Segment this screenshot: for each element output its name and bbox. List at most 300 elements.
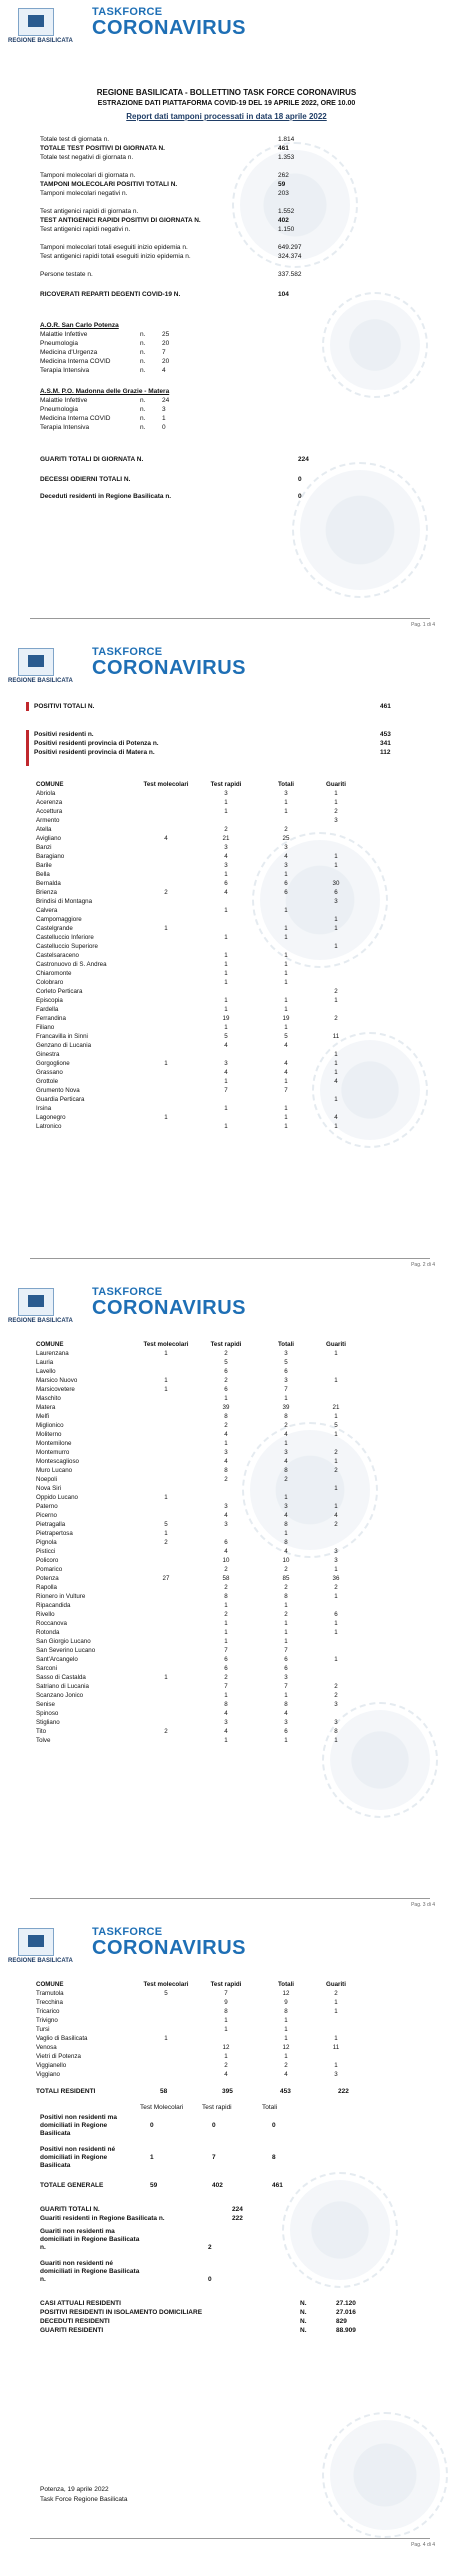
table-row: [36, 1023, 356, 1032]
stat-row: [40, 154, 295, 161]
totale-residenti-label: TOTALI RESIDENTI: [36, 2088, 96, 2095]
table-row: [36, 1655, 356, 1664]
cell-value: [136, 1691, 196, 1700]
column-header: COMUNE: [36, 1341, 64, 1348]
column-header: Totali: [277, 1341, 295, 1348]
page-4: [0, 1920, 453, 2560]
cell-value: [316, 1646, 356, 1655]
cell-value: 1: [224, 1692, 228, 1699]
comune-name: Atella: [36, 826, 52, 833]
cell-value: [136, 1646, 196, 1655]
cell-value: [316, 2016, 356, 2025]
cell-value: [136, 1077, 196, 1086]
ward-n: n.: [140, 340, 146, 347]
table-row: [36, 1529, 356, 1538]
ward-n: n.: [140, 358, 146, 365]
table-row: [36, 2052, 356, 2061]
cell-value: 1: [164, 1377, 168, 1384]
cell-value: [316, 969, 356, 978]
cell-value: 1: [334, 1566, 338, 1573]
cell-value: 1: [164, 1386, 168, 1393]
cell-value: [136, 861, 196, 870]
cell-value: 8: [334, 1728, 338, 1735]
table-row: [36, 1367, 356, 1376]
cell-value: 1: [334, 1060, 338, 1067]
cell-value: 1: [284, 799, 288, 806]
comune-name: Castelgrande: [36, 925, 73, 932]
cell-value: [136, 1457, 196, 1466]
cell-value: [136, 816, 196, 825]
cell-value: [136, 1403, 196, 1412]
cell-value: 1: [334, 2035, 338, 2042]
cell-value: 6: [224, 1665, 228, 1672]
virus-graphic: [290, 2180, 390, 2280]
final-label: POSITIVI RESIDENTI IN ISOLAMENTO DOMICILIARE: [40, 2309, 203, 2316]
ward-label: Malattie Infettive: [40, 331, 88, 338]
guariti-residenti-value: 222: [232, 2215, 243, 2222]
cell-value: 1: [224, 1638, 228, 1645]
comune-name: San Severino Lucano: [36, 1647, 96, 1654]
comuni-table: [36, 1340, 356, 1745]
column-header: Test molecolari: [143, 1341, 189, 1348]
cell-value: [196, 1113, 256, 1122]
comune-name: Trecchina: [36, 1999, 63, 2006]
cell-value: 1: [334, 790, 338, 797]
cell-value: [256, 915, 316, 924]
stat-label: Tamponi molecolari totali eseguiti inizio epidemia n.: [40, 244, 188, 251]
cell-value: 1: [284, 2035, 288, 2042]
stat-label: Totale test di giornata n.: [40, 136, 110, 143]
virus-graphic: [300, 470, 420, 590]
nonres-column: Test Molecolari: [140, 2104, 184, 2111]
cell-value: [196, 1484, 256, 1493]
table-row: [36, 915, 356, 924]
totale-generale-label: TOTALE GENERALE: [40, 2182, 104, 2189]
table-row: [36, 1646, 356, 1655]
cell-value: 12: [222, 2044, 230, 2051]
cell-value: 8: [284, 2008, 288, 2015]
stat-row: [40, 217, 289, 224]
cell-value: 1: [284, 1692, 288, 1699]
cell-value: 3: [224, 1060, 228, 1067]
column-header: Test molecolari: [143, 1981, 189, 1988]
cell-value: [136, 1583, 196, 1592]
comune-name: Brindisi di Montagna: [36, 898, 93, 905]
cell-value: [136, 987, 196, 996]
signature: Task Force Regione Basilicata: [40, 2496, 128, 2503]
cell-value: [316, 1493, 356, 1502]
table-row: [36, 825, 356, 834]
summary-label: Positivi residenti provincia di Potenza n.: [34, 740, 159, 747]
cell-value: 1: [164, 1114, 168, 1121]
cell-value: [136, 2025, 196, 2034]
ward-value: 3: [162, 406, 166, 413]
cell-value: 4: [224, 1710, 228, 1717]
table-row: [36, 2016, 356, 2025]
cell-value: 2: [334, 1015, 338, 1022]
stat-value: 649.297: [278, 244, 302, 251]
cell-value: 12: [282, 1990, 290, 1997]
cell-value: 1: [284, 1440, 288, 1447]
cell-value: 1: [334, 1051, 338, 1058]
comune-name: Castelsaraceno: [36, 952, 79, 959]
cell-value: 1: [334, 853, 338, 860]
table-row: [36, 1077, 356, 1086]
comune-name: Sant'Arcangelo: [36, 1656, 78, 1663]
table-row: [36, 1637, 356, 1646]
comune-name: Moliterno: [36, 1431, 62, 1438]
cell-value: [136, 996, 196, 1005]
cell-value: [136, 978, 196, 987]
ward-n: n.: [140, 367, 146, 374]
cell-value: 3: [334, 1548, 338, 1555]
table-row: [36, 1718, 356, 1727]
comune-name: Trivigno: [36, 2017, 58, 2024]
cell-value: 5: [164, 1521, 168, 1528]
cell-value: [136, 825, 196, 834]
cell-value: 1: [224, 952, 228, 959]
cell-value: 1: [224, 1123, 228, 1130]
table-row: [36, 1041, 356, 1050]
table-row: [36, 1014, 356, 1023]
cell-value: 3: [284, 790, 288, 797]
cell-value: 1: [334, 1096, 338, 1103]
summary-marker: [26, 730, 29, 766]
cell-value: 6: [334, 1611, 338, 1618]
cell-value: 8: [224, 1593, 228, 1600]
region-name: REGIONE BASILICATA: [8, 38, 73, 44]
table-row: [36, 960, 356, 969]
region-logo: [18, 1288, 54, 1316]
cell-value: 10: [222, 1557, 230, 1564]
cell-value: [136, 915, 196, 924]
table-row: [36, 1682, 356, 1691]
comune-name: Spinoso: [36, 1710, 59, 1717]
brand-title: TASKFORCE: [92, 1286, 163, 1298]
cell-value: [196, 942, 256, 951]
comune-name: Tricarico: [36, 2008, 60, 2015]
comune-name: Corleto Perticara: [36, 988, 83, 995]
cell-value: 2: [284, 2062, 288, 2069]
cell-value: [136, 1484, 196, 1493]
table-row: [36, 2034, 356, 2043]
cell-value: 4: [334, 1078, 338, 1085]
cell-value: [316, 951, 356, 960]
comune-name: Sarconi: [36, 1665, 57, 1672]
ward-n: n.: [140, 331, 146, 338]
page-1: [0, 0, 453, 640]
cell-value: 8: [284, 1593, 288, 1600]
table-row: [36, 1032, 356, 1041]
stat-row: [40, 226, 295, 233]
cell-value: 7: [284, 1683, 288, 1690]
cell-value: [136, 1358, 196, 1367]
totale-residenti-value: 222: [338, 2088, 349, 2095]
cell-value: [256, 897, 316, 906]
stat-row: [40, 145, 289, 152]
brand-title: TASKFORCE: [92, 1926, 163, 1938]
cell-value: [316, 1529, 356, 1538]
cell-value: [136, 807, 196, 816]
comune-name: Filiano: [36, 1024, 55, 1031]
cell-value: 1: [284, 1123, 288, 1130]
page-number: Pag. 3 di 4: [411, 1902, 435, 1908]
table-row: [36, 1610, 356, 1619]
cell-value: 4: [334, 1512, 338, 1519]
cell-value: [196, 987, 256, 996]
final-label: DECEDUTI RESIDENTI: [40, 2318, 110, 2325]
cell-value: 1: [334, 1656, 338, 1663]
comune-name: Potenza: [36, 1575, 59, 1582]
cell-value: 21: [332, 1404, 340, 1411]
cell-value: 8: [224, 2008, 228, 2015]
comune-name: Noepoli: [36, 1476, 57, 1483]
region-logo: [18, 648, 54, 676]
table-row: [36, 1005, 356, 1014]
cell-value: [316, 1104, 356, 1113]
table-row: [36, 1439, 356, 1448]
cell-value: 6: [284, 880, 288, 887]
cell-value: 4: [224, 1728, 228, 1735]
comune-name: Episcopia: [36, 997, 63, 1004]
cell-value: 1: [334, 943, 338, 950]
stat-value: 203: [278, 190, 289, 197]
cell-value: [256, 816, 316, 825]
cell-value: 8: [224, 1467, 228, 1474]
cell-value: 1: [334, 1999, 338, 2006]
summary-label: POSITIVI TOTALI N.: [34, 703, 95, 710]
cell-value: [316, 978, 356, 987]
cell-value: [136, 2070, 196, 2079]
cell-value: 19: [282, 1015, 290, 1022]
cell-value: 2: [164, 1728, 168, 1735]
stat-value: 324.374: [278, 253, 302, 260]
cell-value: 1: [284, 907, 288, 914]
cell-value: [136, 1619, 196, 1628]
stat-label: Test antigenici rapidi negativi n.: [40, 226, 131, 233]
cell-value: [316, 825, 356, 834]
cell-value: 5: [284, 1033, 288, 1040]
cell-value: [316, 870, 356, 879]
cell-value: 8: [284, 1701, 288, 1708]
cell-value: [136, 1394, 196, 1403]
comune-name: Pisticci: [36, 1548, 56, 1555]
ward-label: Terapia Intensiva: [40, 424, 90, 431]
cell-value: 2: [334, 1990, 338, 1997]
footer-rule: [30, 1898, 430, 1899]
cell-value: 1: [164, 1530, 168, 1537]
cell-value: 1: [334, 1069, 338, 1076]
stat-row: [40, 244, 302, 251]
cell-value: 2: [284, 1476, 288, 1483]
stat-label: Persone testate n.: [40, 271, 93, 278]
cell-value: [196, 1493, 256, 1502]
comune-name: Irsina: [36, 1105, 52, 1112]
ward-n: n.: [140, 349, 146, 356]
cell-value: 3: [334, 1719, 338, 1726]
nonres-value: 8: [272, 2154, 276, 2161]
table-row: [36, 1998, 356, 2007]
cell-value: 1: [164, 925, 168, 932]
table-row: [36, 942, 356, 951]
cell-value: [316, 1637, 356, 1646]
final-label: CASI ATTUALI RESIDENTI: [40, 2300, 121, 2307]
comune-name: Ripacandida: [36, 1602, 71, 1609]
cell-value: 3: [224, 1449, 228, 1456]
comune-name: Calvera: [36, 907, 58, 914]
summary-value: 461: [380, 703, 391, 710]
cell-value: 2: [224, 1422, 228, 1429]
table-row: [36, 2070, 356, 2079]
table-row: [36, 1628, 356, 1637]
stat-label: RICOVERATI REPARTI DEGENTI COVID-19 N.: [40, 291, 181, 298]
cell-value: 1: [224, 808, 228, 815]
comune-name: Marsicovetere: [36, 1386, 75, 1393]
cell-value: 2: [334, 988, 338, 995]
guariti-nonres2-value: 0: [208, 2276, 212, 2283]
comune-name: Accettura: [36, 808, 63, 815]
cell-value: [256, 987, 316, 996]
table-row: [36, 1520, 356, 1529]
table-row: [36, 1511, 356, 1520]
comuni-table: [36, 780, 356, 1131]
cell-value: [136, 1005, 196, 1014]
cell-value: 2: [224, 2062, 228, 2069]
cell-value: 4: [224, 853, 228, 860]
table-row: [36, 933, 356, 942]
comune-name: Tito: [36, 1728, 47, 1735]
cell-value: 1: [164, 2035, 168, 2042]
cell-value: 1: [334, 862, 338, 869]
cell-value: 3: [284, 1503, 288, 1510]
table-row: [36, 1664, 356, 1673]
cell-value: 19: [222, 1015, 230, 1022]
cell-value: [136, 1023, 196, 1032]
ward-label: Malattie Infettive: [40, 397, 88, 404]
cell-value: [136, 1565, 196, 1574]
cell-value: [136, 2043, 196, 2052]
comune-name: Abriola: [36, 790, 56, 797]
comune-name: Rionero in Vulture: [36, 1593, 86, 1600]
comune-name: Colobraro: [36, 979, 64, 986]
cell-value: [256, 1050, 316, 1059]
stat-label: Tamponi molecolari negativi n.: [40, 190, 128, 197]
cell-value: 3: [284, 862, 288, 869]
comune-name: Lauria: [36, 1359, 54, 1366]
cell-value: 1: [334, 1413, 338, 1420]
cell-value: 9: [224, 1999, 228, 2006]
cell-value: 6: [224, 1656, 228, 1663]
cell-value: [136, 1502, 196, 1511]
cell-value: 6: [284, 889, 288, 896]
cell-value: [136, 1095, 196, 1104]
hospital-2-name: A.S.M. P.O. Madonna delle Grazie - Matera: [40, 388, 170, 395]
cell-value: 1: [284, 1620, 288, 1627]
cell-value: 1: [284, 934, 288, 941]
comune-name: Banzi: [36, 844, 52, 851]
cell-value: 8: [284, 1467, 288, 1474]
cell-value: 4: [284, 2071, 288, 2078]
ward-value: 7: [162, 349, 166, 356]
table-row: [36, 1709, 356, 1718]
cell-value: [136, 1122, 196, 1131]
cell-value: [196, 915, 256, 924]
cell-value: [136, 1736, 196, 1745]
comune-name: Bernalda: [36, 880, 61, 887]
stat-label: Test antigenici rapidi di giornata n.: [40, 208, 139, 215]
column-header: Test rapidi: [210, 1341, 242, 1348]
table-row: [36, 2061, 356, 2070]
cell-value: 7: [224, 1647, 228, 1654]
extraction-date: ESTRAZIONE DATI PIATTAFORMA COVID-19 DEL 19 APRILE 2022, ORE 10.00: [97, 100, 356, 107]
cell-value: 1: [334, 1458, 338, 1465]
ward-value: 24: [162, 397, 170, 404]
summary-value: 112: [380, 749, 391, 756]
cell-value: [136, 1050, 196, 1059]
stat-value: 1.552: [278, 208, 295, 215]
cell-value: [316, 933, 356, 942]
comune-name: Castelluccio Superiore: [36, 943, 98, 950]
brand-logo: [92, 6, 246, 38]
cell-value: [316, 1005, 356, 1014]
comune-name: Montescaglioso: [36, 1458, 79, 1465]
cell-value: [316, 1673, 356, 1682]
table-row: [36, 1691, 356, 1700]
cell-value: [136, 1104, 196, 1113]
cell-value: 1: [224, 1024, 228, 1031]
cell-value: 3: [284, 1449, 288, 1456]
ward-label: Pneumologia: [40, 406, 78, 413]
comune-name: Laurenzana: [36, 1350, 69, 1357]
table-row: [36, 906, 356, 915]
cell-value: 9: [284, 1999, 288, 2006]
cell-value: 3: [224, 1719, 228, 1726]
cell-value: [136, 1592, 196, 1601]
cell-value: 1: [334, 1503, 338, 1510]
cell-value: 1: [224, 1105, 228, 1112]
table-row: [36, 1059, 356, 1068]
table-row: [36, 1385, 356, 1394]
table-row: [36, 1673, 356, 1682]
cell-value: [136, 933, 196, 942]
footer-rule: [30, 618, 430, 619]
comune-name: Guardia Perticara: [36, 1096, 85, 1103]
cell-value: 6: [284, 1728, 288, 1735]
cell-value: [316, 906, 356, 915]
cell-value: 1: [224, 1737, 228, 1744]
table-row: [36, 1104, 356, 1113]
footer-rule: [30, 2538, 430, 2539]
cell-value: 6: [224, 1539, 228, 1546]
table-row: [36, 852, 356, 861]
table-row: [36, 1050, 356, 1059]
final-label: GUARITI RESIDENTI: [40, 2327, 104, 2334]
stat-value: 461: [278, 145, 289, 152]
cell-value: [196, 897, 256, 906]
cell-value: 1: [284, 1638, 288, 1645]
region-name: REGIONE BASILICATA: [8, 678, 73, 684]
stat-row: [40, 271, 302, 278]
stat-row: [40, 172, 289, 179]
cell-value: 1: [284, 1494, 288, 1501]
table-row: [36, 1113, 356, 1122]
cell-value: 1: [224, 979, 228, 986]
cell-value: [316, 1041, 356, 1050]
comune-name: Rotonda: [36, 1629, 60, 1636]
brand-logo: [92, 646, 246, 678]
cell-value: 1: [334, 1377, 338, 1384]
stat-value: 337.582: [278, 271, 302, 278]
